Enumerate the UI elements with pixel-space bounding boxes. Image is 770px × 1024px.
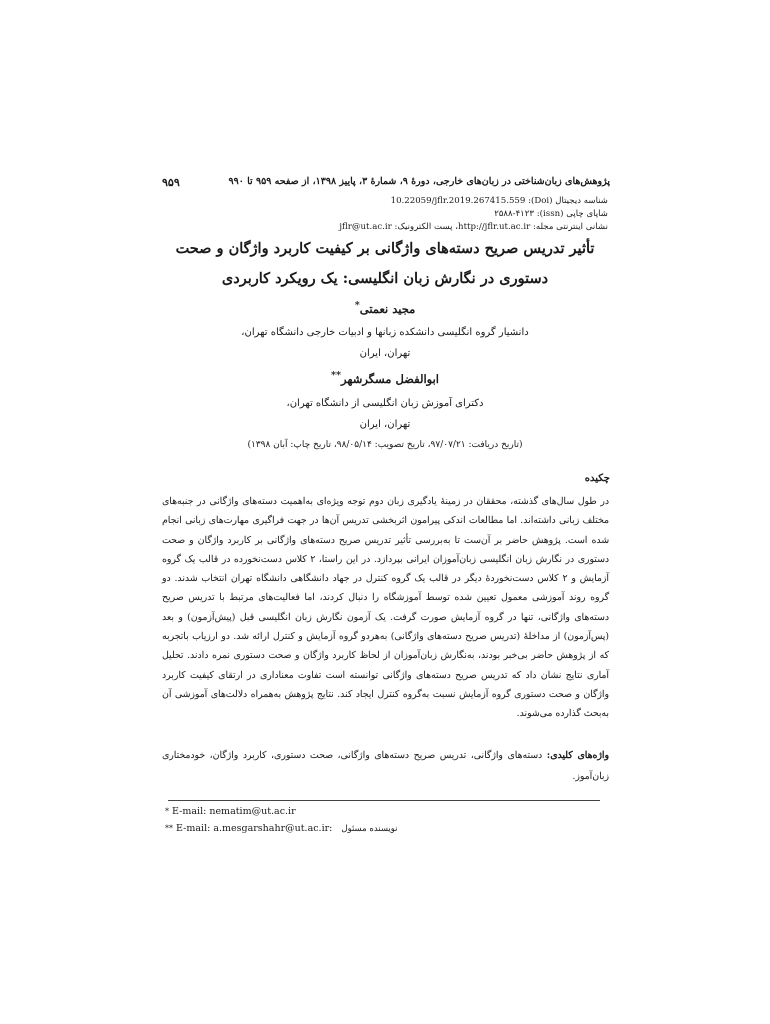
abstract-body: در طول سال‌های گذشته، محققان در زمینهٔ یادگیری زبان دوم توجه ویژه‌ای به‌اهمیت دسته‌های واژگانی در جنبه‌های مختلف زبانی داشته‌اند. اما مطالعات اندکی پیرامون اثربخشی تدریس آن‌ها در جهت فراگیری مهارت‌های زبانی انجام شده است. پژوهش حاضر بر آن‌ست تا به‌بررسی تأثیر تدریس صریح دسته‌های واژگانی بر کاربرد واژگان و صحت دستوری در نگارش زبان انگلیسی زبان‌آموزان ایرانی بپردازد. در این راستا، ۲ کلاس دست‌نخورده در قالب یک گروه آزمایش و ۲ کلاس دست‌نخوردهٔ دیگر در قالب یک گروه کنترل در جهاد دانشگاهی دانشگاه تهران انتخاب شدند. دو گروه روند آموزشی معمول تعیین شده توسط آموزشگاه را دنبال کردند، اما فعالیت‌های مرتبط با تدریس صریح دسته‌های واژگانی، تنها در گروه آزمایش صورت گرفت. یک آزمون نگارش زبان انگلیسی قبل (پیش‌آزمون) و بعد (پس‌آزمون) از مداخلهٔ (تدریس صریح دسته‌های واژگانی) به‌هردو گروه آزمایش و کنترل ارائه شد. دو ارزیاب باتجربه که از پژوهش حاضر بی‌خبر بودند، به‌نگارش زبان‌آموزان از لحاظ کاربرد واژگان و صحت دستوری نمره دادند. تحلیل آماری نتایج نشان داد که تدریس صریح دسته‌های واژگانی توانسته است تفاوت معناداری در ارتقای کیفیت کاربرد واژگان و صحت دستوری گروه آزمایش نسبت به‌گروه کنترل ایجاد کند. نتایج پژوهش به‌همراه دلالت‌های آموزشی آن به‌بحث گذارده می‌شوند. (162, 496, 609, 720)
footnote-divider (168, 800, 600, 801)
issn-value: ۲۵۸۸-۴۱۲۳ (494, 209, 535, 219)
author-1 (160, 300, 610, 316)
keywords-label: واژه‌های کلیدی: (546, 750, 609, 761)
footnote-1-email[interactable]: E-mail: nematim@ut.ac.ir (172, 806, 296, 817)
author-2 (160, 370, 610, 386)
issn-line (330, 209, 608, 219)
author-2-footnote-mark: ** (331, 370, 342, 381)
author-1-affiliation-line1: دانشیار گروه انگلیسی دانشکده زبانها و ادبیات خارجی دانشگاه تهران، (241, 327, 529, 338)
running-head-text: پژوهش‌های زبان‌شناختی در زبان‌های خارجی، دورهٔ ۹، شمارهٔ ۳، پاییز ۱۳۹۸، از صفحه ۹۵۹ تا ۹۹۰ (228, 176, 610, 187)
doi-line (330, 196, 608, 206)
author-2-affiliation-line1: دکترای آموزش زبان انگلیسی از دانشگاه تهران، (286, 398, 484, 409)
site-link[interactable]: http://jflr.ut.ac.ir (458, 222, 531, 232)
abstract-heading: چکیده (584, 473, 610, 484)
page-number: ۹۵۹ (162, 176, 180, 189)
footnote-2-email[interactable]: E-mail: a.mesgarshahr@ut.ac.ir: (176, 823, 333, 834)
author-1-footnote-mark: * (354, 300, 360, 311)
author-2-affiliation-line2: تهران، ایران (359, 419, 411, 430)
article-dates: (تاریخ دریافت: ۹۷/۰۷/۲۱، تاریخ تصویب: ۹۸/۰۵/۱۴، تاریخ چاپ: آبان ۱۳۹۸) (247, 440, 523, 450)
author-1-name: مجید نعمتی (359, 301, 416, 316)
footnote-2-mark: ** (165, 824, 173, 833)
keywords-text: دسته‌های واژگانی، تدریس صریح دسته‌های واژگانی، صحت دستوری، کاربرد واژگان، خودمختاری زبان‌آموز. (162, 750, 609, 782)
email-label: پست الکترونیک: (394, 222, 453, 232)
issn-label: شاپای چاپی (issn): (536, 209, 608, 219)
footnote-1 (165, 806, 610, 817)
email-link[interactable]: jflr@ut.ac.ir (339, 222, 392, 232)
footnote-2-note: نویسنده مسئول (341, 824, 398, 834)
running-head (160, 176, 610, 187)
doi-value[interactable]: 10.22059/jflr.2019.267415.559 (390, 196, 526, 206)
author-1-affiliation-line2: تهران، ایران (359, 348, 411, 359)
article-title-line2: دستوری در نگارش زبان انگلیسی: یک رویکرد کاربردی (221, 270, 549, 287)
footnote-2 (165, 823, 610, 834)
footnote-1-mark: * (165, 807, 169, 816)
author-2-name: ابوالفضل مسگرشهر (341, 371, 439, 386)
site-label: نشانی اینترنتی مجله: (532, 222, 608, 232)
site-email-line: نشانی اینترنتی مجله: http://jflr.ut.ac.ir، پست الکترونیک: jflr@ut.ac.ir (339, 222, 608, 232)
keywords (162, 745, 609, 787)
doi-label: شناسه دیجیتال (Doi): (528, 196, 608, 206)
article-title-line1: تأثیر تدریس صریح دسته‌های واژگانی بر کیفیت کاربرد واژگان و صحت (175, 240, 595, 257)
